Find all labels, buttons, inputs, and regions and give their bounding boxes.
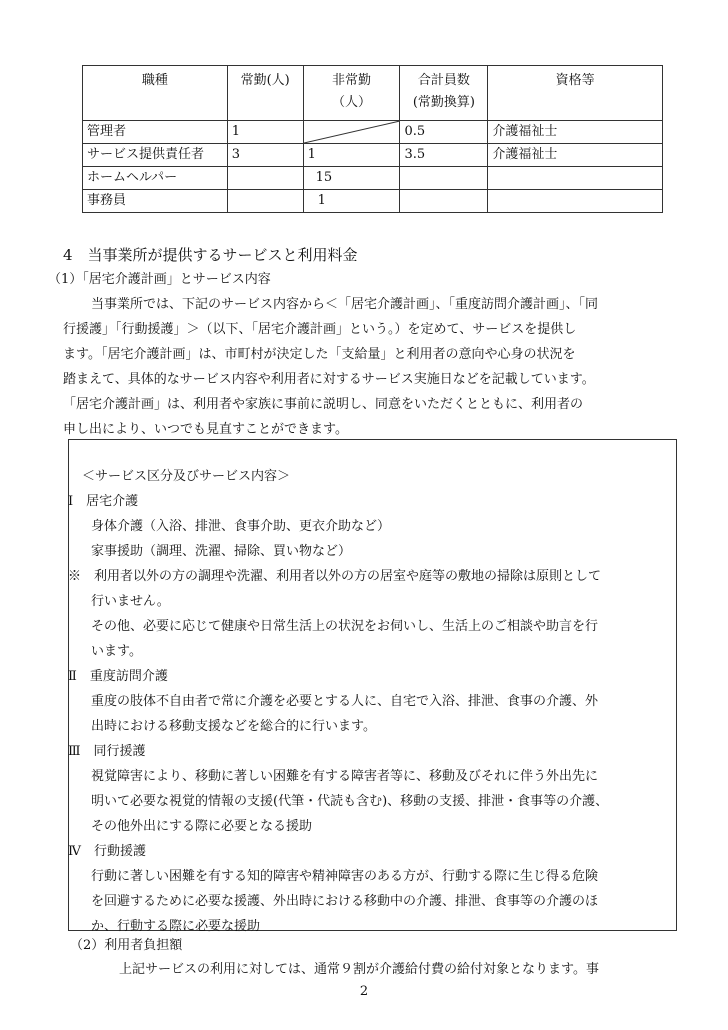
- cell: 介護福祉士: [488, 144, 663, 167]
- cell: 事務員: [83, 190, 228, 213]
- header-cell: 非常勤 （人）: [303, 66, 400, 121]
- header-cell: 合計員数 (常勤換算): [400, 66, 488, 121]
- header-cell: 常勤(人): [227, 66, 303, 121]
- box-line: ※ 利用者以外の方の調理や洗濯、利用者以外の方の居室や庭等の敷地の掃除は原則として: [68, 569, 602, 584]
- box-line: 行いません。: [91, 594, 170, 609]
- paragraph-line: 申し出により、いつでも見直すことができます。: [63, 422, 348, 437]
- cell: 15: [303, 167, 400, 190]
- cell: [400, 190, 488, 213]
- cell: 3: [227, 144, 303, 167]
- section-heading: 4 当事業所が提供するサービスと利用料金: [63, 246, 358, 264]
- cell: 管理者: [83, 121, 228, 144]
- cell: [488, 190, 663, 213]
- cell: 1: [303, 144, 400, 167]
- table-row: [83, 167, 663, 190]
- table-header-row: [83, 66, 663, 121]
- cell: [488, 167, 663, 190]
- staff-table: [82, 65, 663, 213]
- cell: [227, 190, 303, 213]
- paragraph-line: 当事業所では、下記のサービス内容から＜「居宅介護計画」、「重度訪問介護計画」、「同: [91, 297, 599, 312]
- table-row: [83, 121, 663, 144]
- cell: 1: [303, 190, 400, 213]
- diagonal-cell: [303, 121, 400, 144]
- box-line: 出時における移動支援などを総合的に行います。: [91, 719, 376, 734]
- box-line: Ⅰ 居宅介護: [68, 494, 139, 509]
- cell: [400, 167, 488, 190]
- paragraph-line: 上記サービスの利用に対しては、通常９割が介護給付費の給付対象となります。事: [119, 962, 599, 977]
- cell: ホームヘルパー: [83, 167, 228, 190]
- paragraph-line: 「居宅介護計画」は、利用者や家族に事前に説明し、同意をいただくとともに、利用者の: [63, 397, 584, 412]
- subsection-heading: （1）「居宅介護計画」とサービス内容: [48, 272, 271, 287]
- header-cell: 資格等: [488, 66, 663, 121]
- box-line: 重度の肢体不自由者で常に介護を必要とする人に、自宅で入浴、排泄、食事の介護、外: [91, 694, 599, 709]
- box-line: か、行動する際に必要な援助: [91, 919, 261, 934]
- page-number: 2: [359, 984, 369, 999]
- table-row: [83, 190, 663, 213]
- cell: サービス提供責任者: [83, 144, 228, 167]
- box-line: その他、必要に応じて健康や日常生活上の状況をお伺いし、生活上のご相談や助言を行: [91, 619, 599, 634]
- cell: [227, 167, 303, 190]
- paragraph-line: 行援護」「行動援護」＞（以下、「居宅介護計画」という。）を定めて、サービスを提供し: [63, 322, 577, 337]
- box-line: を回避するために必要な援護、外出時における移動中の介護、排泄、食事等の介護のほ: [91, 894, 599, 909]
- box-line: います。: [91, 644, 142, 659]
- box-line: その他外出にする際に必要となる援助: [91, 819, 313, 834]
- header-cell: 職種: [83, 66, 228, 121]
- box-line: 身体介護（入浴、排泄、食事介助、更衣介助など）: [91, 519, 391, 534]
- box-line: Ⅲ 同行援護: [68, 744, 146, 759]
- paragraph-line: 踏まえて、具体的なサービス内容や利用者に対するサービス実施日などを記載しています。: [63, 372, 595, 387]
- cell: 3.5: [400, 144, 488, 167]
- box-title: ＜サービス区分及びサービス内容＞: [82, 469, 291, 484]
- subsection-heading: （2）利用者負担額: [70, 938, 183, 953]
- cell: 0.5: [400, 121, 488, 144]
- box-line: 視覚障害により、移動に著しい困難を有する障害者等に、移動及びそれに伴う外出先に: [91, 769, 599, 784]
- box-line: Ⅱ 重度訪問介護: [68, 669, 168, 684]
- box-line: Ⅳ 行動援護: [68, 844, 146, 859]
- cell: 介護福祉士: [488, 121, 663, 144]
- table-row: [83, 144, 663, 167]
- box-line: 明いて必要な視覚的情報の支援(代筆・代読も含む)、移動の支援、排泄・食事等の介護、: [91, 794, 609, 809]
- diagonal-line: [304, 121, 400, 143]
- paragraph-line: ます。「居宅介護計画」は、市町村が決定した「支給量」と利用者の意向や心身の状況を: [63, 347, 576, 362]
- box-line: 家事援助（調理、洗濯、掃除、買い物など）: [91, 544, 352, 559]
- box-line: 行動に著しい困難を有する知的障害や精神障害のある方が、行動する際に生じ得る危険: [91, 869, 599, 884]
- cell: 1: [227, 121, 303, 144]
